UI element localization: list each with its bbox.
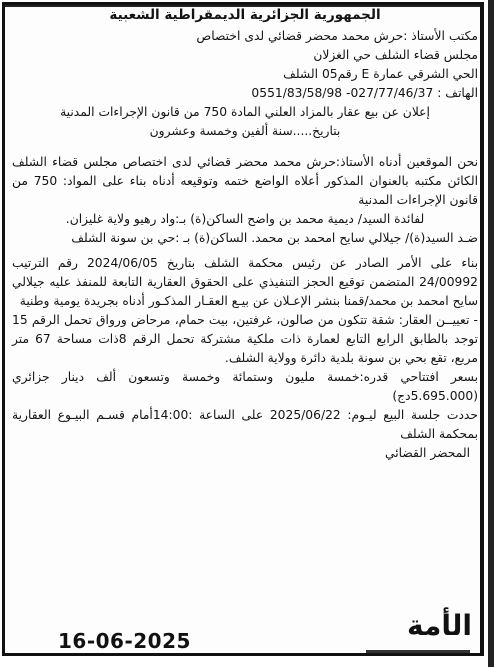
property-paragraph: - تعييــن العقار: شقة تتكون من صالون، غرفتين، بيت حمام، مرحاض ورواق تحمل الرقم 15 توجد بالطابق الرابع التابع لعمارة ذات ملكية مشتركة تحمل الرقم 8ذات مساحة 67 متر مربع، تقع بحي بن سونة بلدية دائرة وولاية الشلف. (12, 313, 478, 365)
logo-underline (366, 650, 470, 653)
office-address: الحي الشرقي عمارة E رقم05 الشلف (283, 67, 478, 81)
republic-title: الجمهورية الجزائرية الديمقراطية الشعبية (109, 7, 381, 23)
signature-label: المحضر القضائي (384, 446, 470, 460)
session-paragraph: حددت جلسة البيع ليـوم: 2025/06/22 على الساعة :14:00أمام قسـم البيـوع العقارية بمحكمة الشلف (12, 408, 478, 441)
bailiff-office: مكتب الأستاذ :حرش محمد محضر قضائي لدى اختصاص (196, 29, 478, 43)
legal-notice (12, 6, 478, 463)
court-name: مجلس قضاء الشلف حي الغزلان (313, 48, 478, 62)
logo-wordmark: الأمة (407, 609, 472, 642)
office-phone: الهاتف : 027/77/46/37- 0551/83/58/98 (251, 86, 478, 100)
against-line: ضـد السيد(ة)/ جيلالي سايح امحمد بن محمد. الساكن(ة) بـ :حي بن سونة الشلف (71, 231, 478, 245)
price-paragraph: بسعر افتتاحي قدره:خمسة مليون وستمائة وخمسة وتسعون ألف دينار جزائري (5.695.000دج) (12, 370, 478, 403)
order-paragraph: بناء على الأمر الصادر عن رئيس محكمة الشلف بتاريخ 2024/06/05 رقم الترتيب 24/00992 المتضمن توقيع الحجز التنفيذي على الحقوق العقارية التابعة للمنفذ عليه جيلالي سايح امحمد بن محمد/قمنا بنشر الإعـلان عن بيـع العقـار المذكـور أدناه بجريدة يومية وطنية (12, 256, 478, 308)
beneficiary-line: لفائدة السيد/ ديمية محمد بن واضح الساكن(ة) بـ:واد رهيو ولاية غليزان. (65, 212, 425, 226)
announcement-title: إعلان عن بيع عقار بالمزاد العلني المادة 750 من قانون الإجراءات المدنية (60, 105, 430, 119)
newspaper-logo (364, 609, 472, 653)
announcement-date: بتاريخ.....سنة ألفين وخمسة وعشرون (149, 124, 341, 138)
adjacent-column-edge (488, 0, 494, 667)
notice-footer (14, 609, 476, 653)
intro-paragraph: نحن الموقعين أدناه الأستاذ:حرش محمد محضر قضائي لدى اختصاص مجلس قضاء الشلف الكائن مكتبه بالعنوان المذكور أعلاه الواضع ختمه وتوقيعه أدناه بناء على المواد: 750 من قانون الإجراءات المدنية (12, 155, 479, 207)
publication-date: 16-06-2025 (58, 629, 191, 653)
